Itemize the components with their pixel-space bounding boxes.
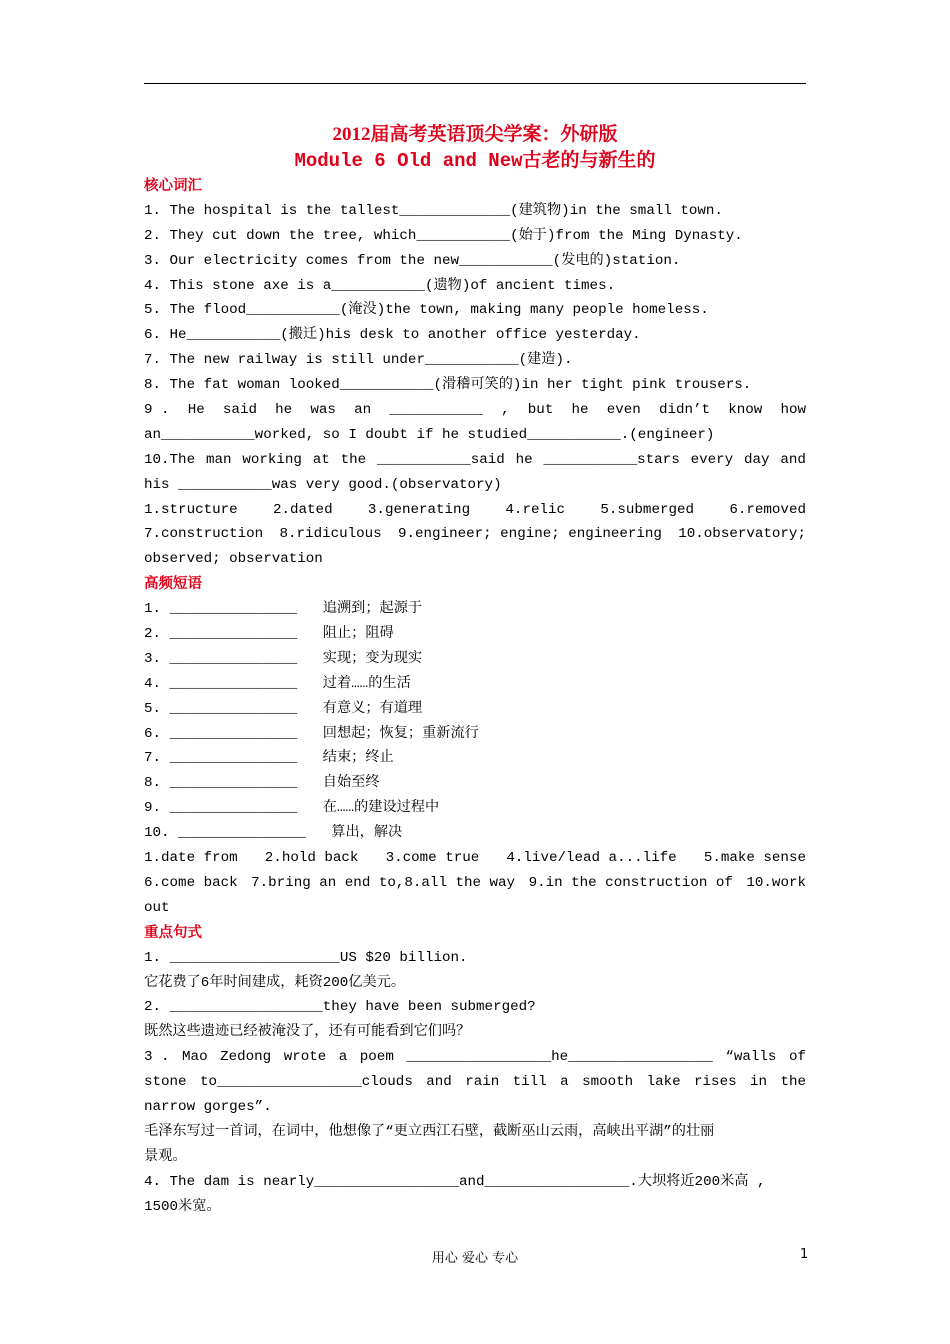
text-token: even xyxy=(606,402,641,419)
page-subtitle: Module 6 Old and New古老的与新生的 xyxy=(294,150,656,172)
vocab-question: 3. Our electricity comes from the new___________(发电的)station. xyxy=(144,252,681,269)
text-token: 10.observatory; xyxy=(678,526,806,543)
text-token: 8.ridiculous xyxy=(279,526,382,543)
text-token: smooth xyxy=(582,1074,634,1091)
text-token: 6.come back xyxy=(144,874,238,891)
text-token: he xyxy=(275,402,293,419)
text-token: lake xyxy=(646,1074,681,1091)
sentence-3-line2 xyxy=(144,1070,806,1095)
text-token: 5.make sense xyxy=(703,850,806,867)
vocab-question-9-line2: an___________worked, so I doubt if he studied___________.(engineer) xyxy=(144,426,715,443)
text-token: said xyxy=(222,402,257,419)
phrase-answers-line1 xyxy=(144,846,806,871)
text-token: 7.construction xyxy=(144,526,264,543)
text-token: the xyxy=(340,451,367,468)
sentence-4-line2: 1500米宽。 xyxy=(144,1198,221,1215)
worksheet-content xyxy=(144,174,806,1219)
text-token: and xyxy=(780,451,806,468)
text-token: and xyxy=(426,1074,452,1091)
text-token: at xyxy=(312,451,330,468)
phrase-answers-line3: out xyxy=(144,899,170,916)
phrase-question: 4. _______________ 过着……的生活 xyxy=(144,675,411,692)
text-token: 5.submerged xyxy=(600,501,695,518)
vocab-question: 4. This stone axe is a___________(遗物)of ancient times. xyxy=(144,277,616,294)
text-token: was xyxy=(310,402,336,419)
section-heading-sentences: 重点句式 xyxy=(144,924,202,941)
phrase-question: 1. _______________ 追溯到；起源于 xyxy=(144,601,423,618)
vocab-question: 6. He___________(搬迁)his desk to another office yesterday. xyxy=(144,327,641,344)
vocab-question-9-line1 xyxy=(144,398,806,423)
phrase-question: 6. _______________ 回想起；恢复；重新流行 xyxy=(144,725,479,742)
text-token: how xyxy=(780,402,806,419)
text-token: an xyxy=(354,402,372,419)
title-block xyxy=(144,122,806,174)
sentence-1-en: 1. ____________________US $20 billion. xyxy=(144,949,468,966)
text-token: ___________said xyxy=(377,451,505,468)
vocab-question: 5. The flood___________(淹没)the town, making many people homeless. xyxy=(144,302,709,319)
text-token: till xyxy=(512,1074,547,1091)
text-token: the xyxy=(780,1074,806,1091)
text-token: He xyxy=(187,402,205,419)
vocab-question-10-line1 xyxy=(144,448,806,473)
section-heading-vocab: 核心词汇 xyxy=(144,178,202,194)
text-token: know xyxy=(728,402,763,419)
text-token: to_________________clouds xyxy=(199,1074,413,1091)
text-token: rises xyxy=(694,1074,737,1091)
text-token: 2.hold back xyxy=(264,850,359,867)
text-token: 2.dated xyxy=(272,501,333,518)
vocab-question: 1. The hospital is the tallest_____________(建筑物)in the small town. xyxy=(144,202,723,219)
text-token: day xyxy=(743,451,770,468)
text-token: but xyxy=(527,402,554,419)
phrase-question: 3. _______________ 实现；变为现实 xyxy=(144,650,423,667)
text-token: 3.come true xyxy=(385,850,480,867)
text-token: 4.relic xyxy=(505,501,566,518)
sentence-4-line1: 4. The dam is nearly_________________and_________________.大坝将近200米高 , xyxy=(144,1173,766,1190)
text-token: Mao xyxy=(182,1049,208,1066)
text-token: stone xyxy=(144,1074,187,1091)
text-token: 6.removed xyxy=(729,501,806,518)
sentence-2-en: 2. __________________they have been submerged? xyxy=(144,999,536,1016)
phrase-question: 10. _______________ 算出，解决 xyxy=(144,825,403,842)
text-token: a xyxy=(560,1074,569,1091)
page-title: 2012届高考英语顶尖学案：外研版 xyxy=(332,124,618,145)
header-rule xyxy=(144,83,806,84)
text-token: 3 . xyxy=(144,1049,170,1066)
vocab-question: 2. They cut down the tree, which___________(始于)from the Ming Dynasty. xyxy=(144,227,743,244)
phrase-question: 2. _______________ 阻止；阻碍 xyxy=(144,626,394,643)
sentence-1-cn: 它花费了6年时间建成，耗资200亿美元。 xyxy=(144,974,406,991)
text-token: of xyxy=(788,1049,806,1066)
text-token: _________________he_________________ xyxy=(406,1049,713,1066)
text-token: ___________stars xyxy=(543,451,680,468)
phrase-answers-line2 xyxy=(144,871,806,896)
text-token: he xyxy=(571,402,589,419)
sentence-3-cn-line2: 景观。 xyxy=(144,1148,187,1165)
text-token: wrote xyxy=(283,1049,327,1066)
footer-motto: 用心 爱心 专心 xyxy=(431,1251,519,1266)
text-token: 3.generating xyxy=(367,501,471,518)
sentence-3-line1 xyxy=(144,1045,806,1070)
page-number: 1 xyxy=(800,1247,809,1262)
sentence-2-cn: 既然这些遗迹已经被淹没了，还有可能看到它们吗？ xyxy=(144,1024,471,1041)
text-token: in xyxy=(750,1074,768,1091)
vocab-question: 8. The fat woman looked___________(滑稽可笑的)in her tight pink trousers. xyxy=(144,377,752,394)
text-token: 9 . xyxy=(144,402,170,419)
text-token: 10.work xyxy=(746,874,806,891)
text-token: 9.engineer; engine; engineering xyxy=(398,526,662,543)
text-token: 7.bring an end to,8.all the way xyxy=(251,874,516,891)
vocab-answers-line2 xyxy=(144,522,806,547)
phrase-question: 5. _______________ 有意义；有道理 xyxy=(144,700,423,717)
text-token: he xyxy=(515,451,533,468)
vocab-answers-line3: observed; observation xyxy=(144,551,323,568)
text-token: 1.date from xyxy=(144,850,238,867)
text-token: 10.The xyxy=(144,451,196,468)
phrase-question: 7. _______________ 结束；终止 xyxy=(144,750,394,767)
text-token: 4.live/lead a...life xyxy=(506,850,677,867)
text-token: man xyxy=(205,451,232,468)
text-token: working xyxy=(242,451,302,468)
text-token: a xyxy=(338,1049,348,1066)
text-token: Zedong xyxy=(220,1049,272,1066)
phrase-question: 9. _______________ 在……的建设过程中 xyxy=(144,800,440,817)
vocab-answers-line1 xyxy=(144,498,806,523)
text-token: ___________ xyxy=(389,402,483,419)
text-token: , xyxy=(501,402,510,419)
section-heading-phrases: 高频短语 xyxy=(144,576,202,593)
text-token: poem xyxy=(359,1049,394,1066)
text-token: rain xyxy=(465,1074,500,1091)
phrase-question: 8. _______________ 自始至终 xyxy=(144,775,380,792)
vocab-question-10-line2: his ___________was very good.(observatory) xyxy=(144,476,502,493)
text-token: 9.in the construction of xyxy=(528,874,733,891)
text-token: 1.structure xyxy=(144,501,238,518)
sentence-3-cn-line1: 毛泽东写过一首词，在词中，他想像了“更立西江石壁，截断巫山云雨，高峡出平湖”的壮丽 xyxy=(144,1123,715,1140)
sentence-3-line3: narrow gorges”. xyxy=(144,1098,272,1115)
text-token: “walls xyxy=(725,1049,777,1066)
text-token: every xyxy=(690,451,734,468)
text-token: didn’t xyxy=(658,402,711,419)
vocab-question: 7. The new railway is still under___________(建造). xyxy=(144,352,573,369)
